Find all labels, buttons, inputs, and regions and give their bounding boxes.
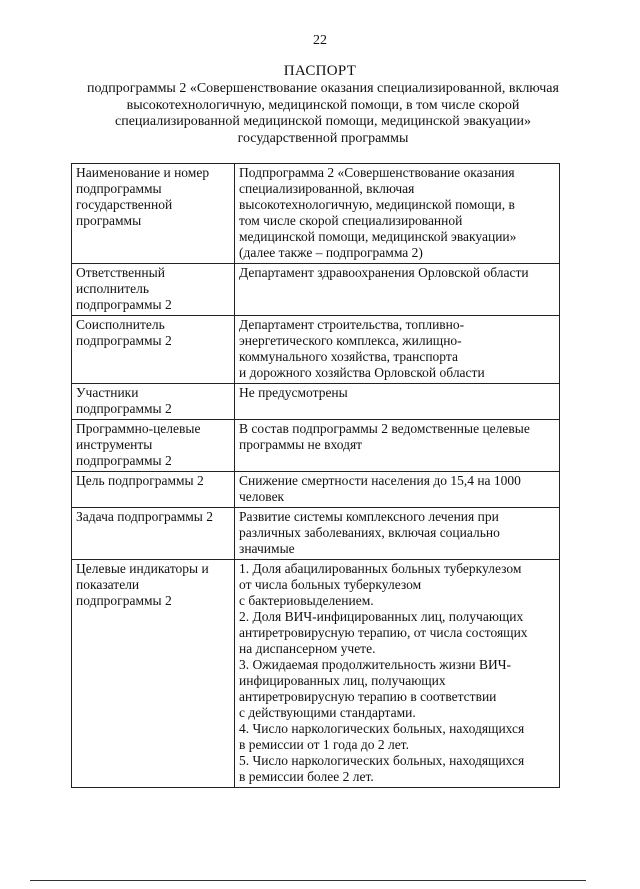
table-row <box>72 264 560 316</box>
value-line: 1. Доля абацилированных больных туберкулезом <box>239 561 522 576</box>
label-line: подпрограммы <box>76 181 162 196</box>
value-line: антиретровирусную терапию в соответствии <box>239 689 497 704</box>
value-line: 2. Доля ВИЧ-инфицированных лиц, получающих <box>239 609 524 624</box>
subtitle-line: высокотехнологичную, медицинской помощи, в том числе скорой <box>126 97 520 113</box>
label-cell <box>72 508 235 560</box>
label-line: Программно-целевые <box>76 421 201 436</box>
document-title: ПАСПОРТ <box>283 63 357 79</box>
value-line: на диспансерном учете. <box>239 641 376 656</box>
label-line: исполнитель <box>76 281 149 296</box>
value-line: энергетического комплекса, жилищно- <box>239 333 462 348</box>
label-line: подпрограммы 2 <box>76 453 172 468</box>
label-line: Задача подпрограммы 2 <box>76 509 213 524</box>
label-cell <box>72 264 235 316</box>
label-line: программы <box>76 213 142 228</box>
value-cell <box>235 508 560 560</box>
label-line: показатели <box>76 577 140 592</box>
label-line: Наименование и номер <box>76 165 210 180</box>
value-line: медицинской помощи, медицинской эвакуации» <box>239 229 517 244</box>
value-line: программы не входят <box>239 437 363 452</box>
subtitle-line: подпрограммы 2 «Совершенствование оказания специализированной, включая <box>87 81 559 96</box>
value-line: том числе скорой специализированной <box>239 213 463 228</box>
table-row <box>72 164 560 264</box>
table-row <box>72 472 560 508</box>
value-line: от числа больных туберкулезом <box>239 577 422 592</box>
label-cell <box>72 472 235 508</box>
value-line: (далее также – подпрограмма 2) <box>239 245 423 260</box>
label-cell <box>72 420 235 472</box>
value-line: в ремиссии от 1 года до 2 лет. <box>239 737 409 752</box>
value-line: в ремиссии более 2 лет. <box>239 769 374 784</box>
table-row <box>72 384 560 420</box>
value-line: специализированной, включая <box>239 181 415 196</box>
value-line: различных заболеваниях, включая социально <box>239 525 500 540</box>
value-line: 5. Число наркологических больных, находящихся <box>239 753 525 768</box>
label-line: подпрограммы 2 <box>76 333 172 348</box>
value-line: значимые <box>239 541 295 556</box>
value-line: Снижение смертности населения до 15,4 на 1000 <box>239 473 521 488</box>
page-number: 22 <box>313 33 327 48</box>
value-cell <box>235 264 560 316</box>
value-line: Департамент здравоохранения Орловской области <box>239 265 529 280</box>
passport-table-body <box>72 164 560 788</box>
value-line: 3. Ожидаемая продолжительность жизни ВИЧ- <box>239 657 511 672</box>
value-cell <box>235 316 560 384</box>
label-line: Цель подпрограммы 2 <box>76 473 204 488</box>
value-cell <box>235 560 560 788</box>
subtitle-line: государственной программы <box>237 130 409 146</box>
label-cell <box>72 316 235 384</box>
value-line: 4. Число наркологических больных, находящихся <box>239 721 525 736</box>
passport-table <box>71 163 560 788</box>
label-line: Целевые индикаторы и <box>76 561 209 576</box>
table-row <box>72 560 560 788</box>
table-row <box>72 420 560 472</box>
value-cell <box>235 420 560 472</box>
label-cell <box>72 560 235 788</box>
value-line: Департамент строительства, топливно- <box>239 317 465 332</box>
label-line: Ответственный <box>76 265 165 280</box>
value-line: Развитие системы комплексного лечения при <box>239 509 499 524</box>
value-line: высокотехнологичную, медицинской помощи, в <box>239 197 515 212</box>
table-row <box>72 316 560 384</box>
label-line: Участники <box>76 385 139 400</box>
document-subtitle <box>75 81 571 147</box>
value-line: и дорожного хозяйства Орловской области <box>239 365 485 380</box>
value-line: коммунального хозяйства, транспорта <box>239 349 458 364</box>
label-cell <box>72 384 235 420</box>
value-cell <box>235 472 560 508</box>
value-line: Подпрограмма 2 «Совершенствование оказания <box>239 165 515 180</box>
label-line: подпрограммы 2 <box>76 593 172 608</box>
table-row <box>72 508 560 560</box>
value-cell <box>235 384 560 420</box>
value-line: с действующими стандартами. <box>239 705 416 720</box>
label-line: государственной <box>76 197 173 212</box>
value-line: с бактериовыделением. <box>239 593 374 608</box>
value-line: антиретровирусную терапию, от числа состоящих <box>239 625 528 640</box>
value-cell <box>235 164 560 264</box>
label-cell <box>72 164 235 264</box>
value-line: человек <box>239 489 285 504</box>
subtitle-line: специализированной медицинской помощи, медицинской эвакуации» <box>114 114 532 129</box>
label-line: Соисполнитель <box>76 317 165 332</box>
label-line: подпрограммы 2 <box>76 297 172 312</box>
label-line: подпрограммы 2 <box>76 401 172 416</box>
value-line: В состав подпрограммы 2 ведомственные целевые <box>239 421 530 436</box>
bottom-divider <box>30 880 586 881</box>
value-line: инфицированных лиц, получающих <box>239 673 446 688</box>
value-line: Не предусмотрены <box>239 385 348 400</box>
label-line: инструменты <box>76 437 153 452</box>
